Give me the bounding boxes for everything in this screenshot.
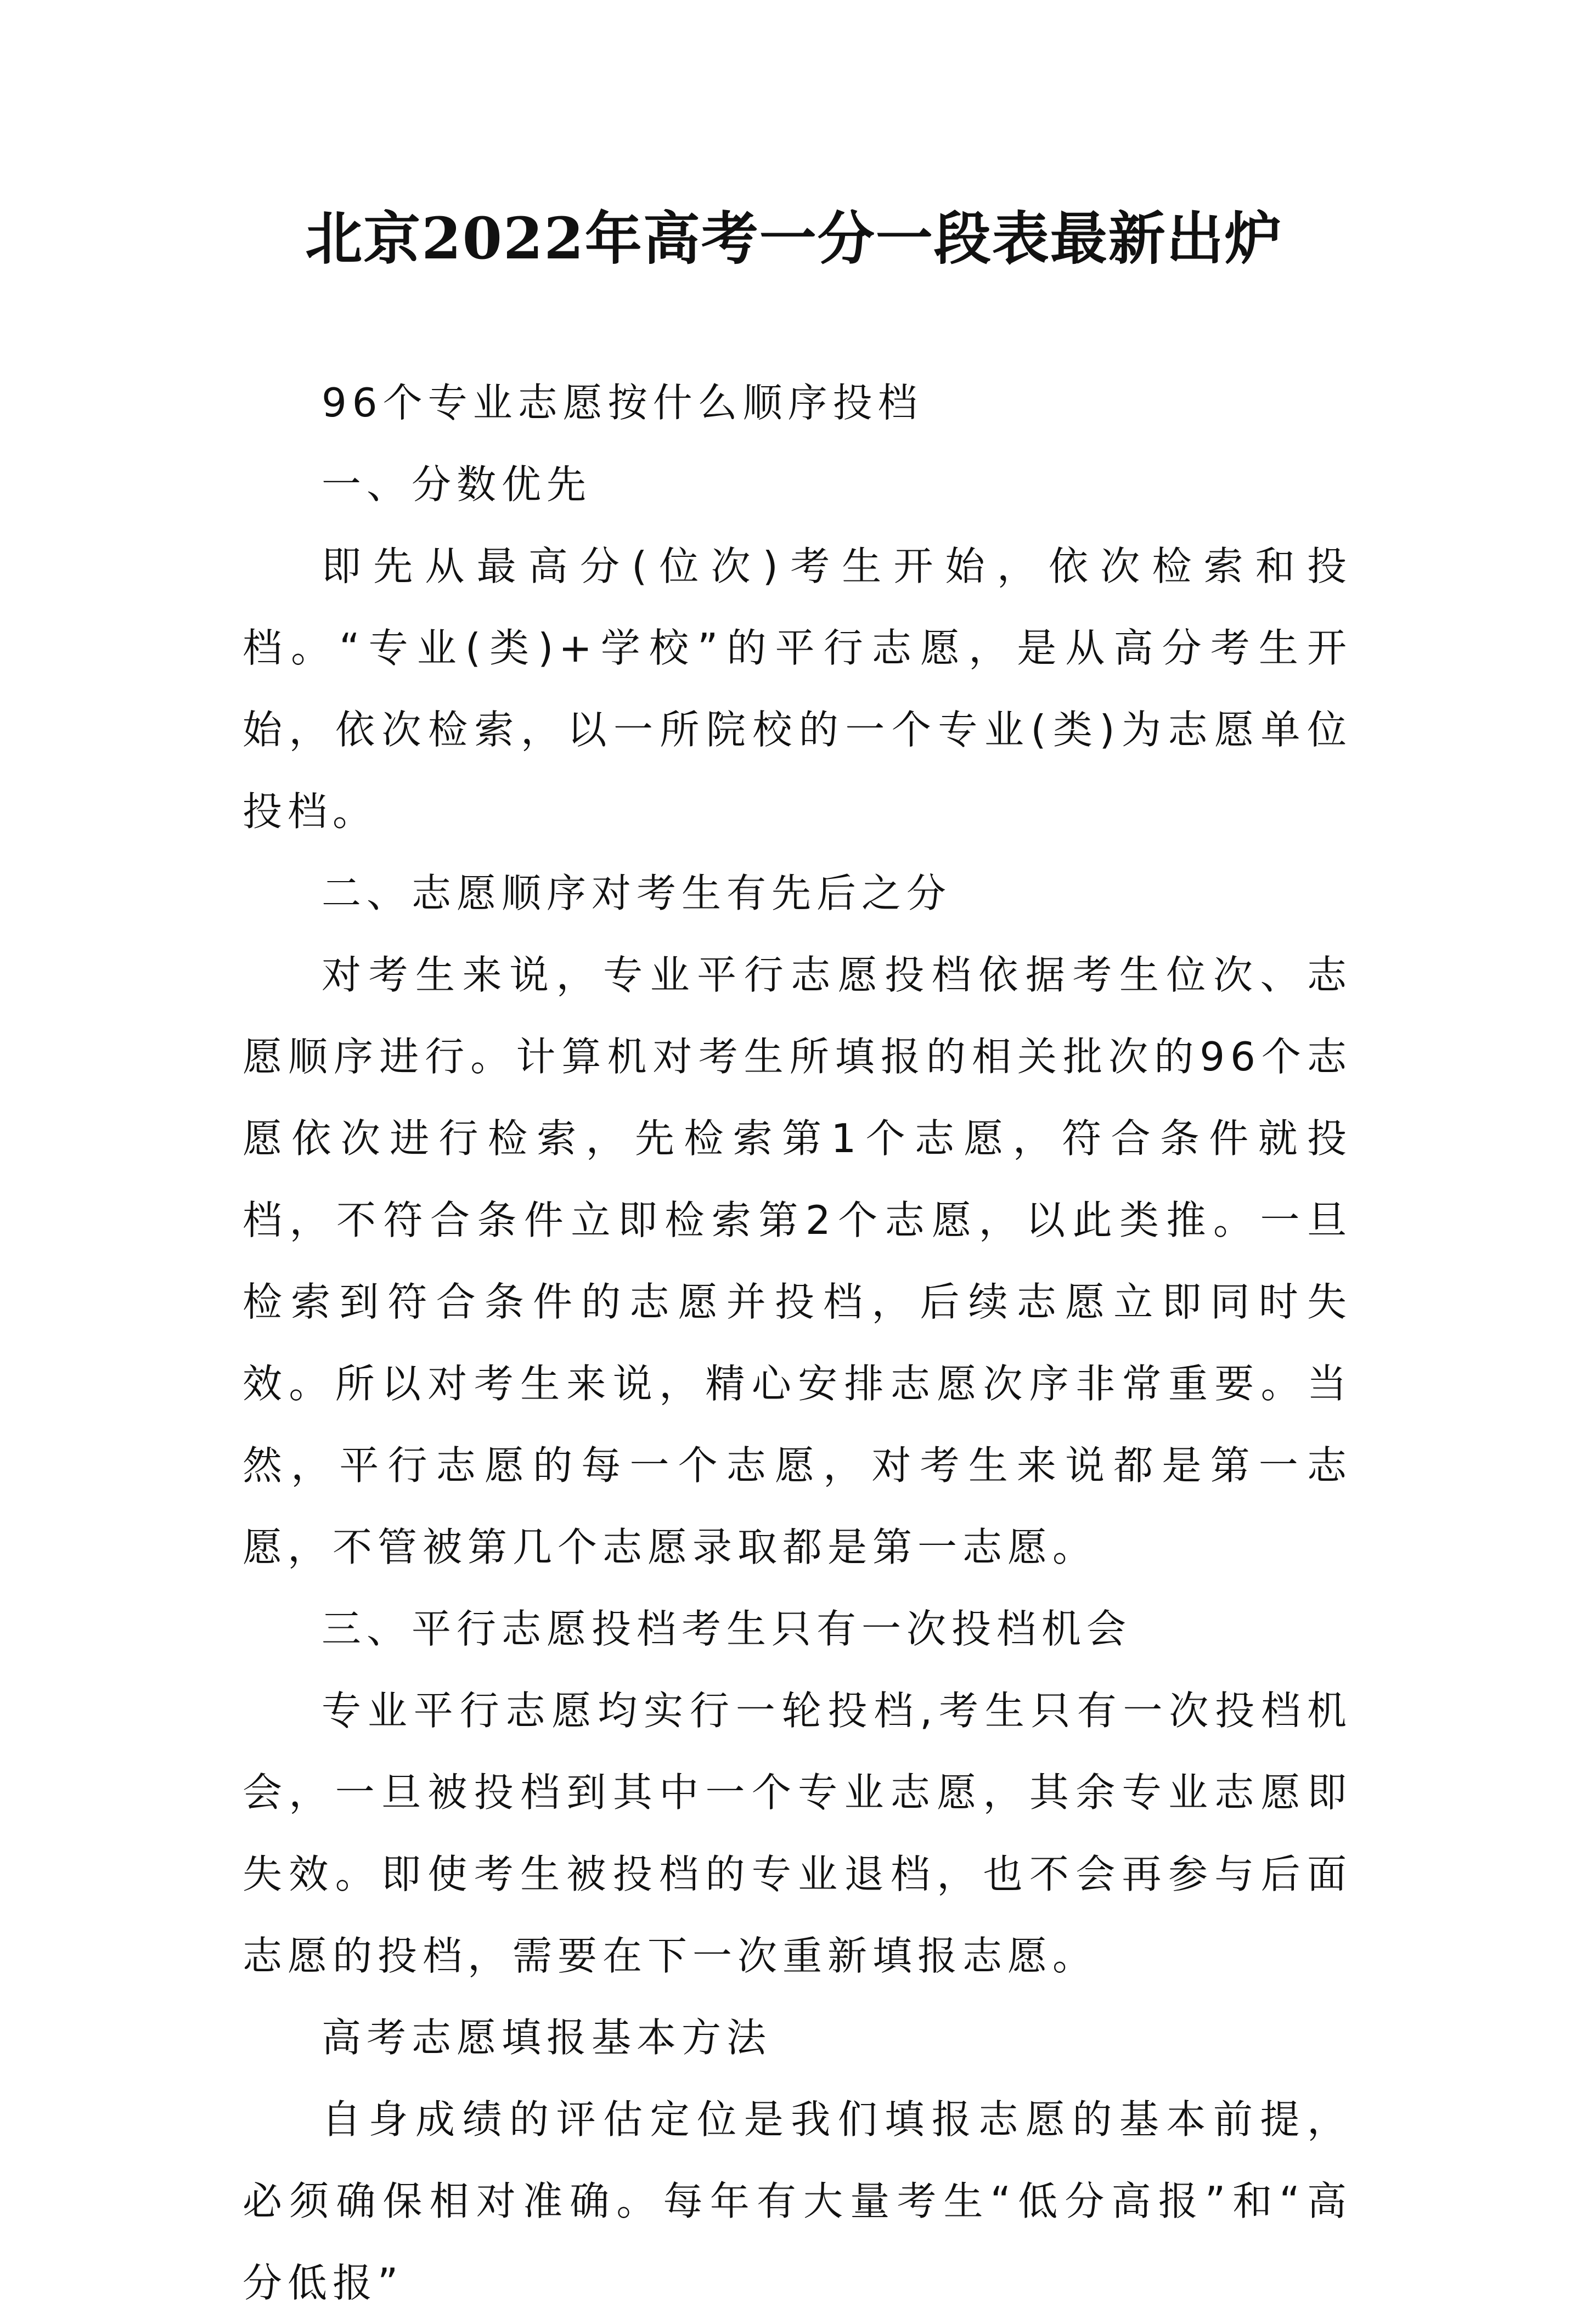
paragraph: 专业平行志愿均实行一轮投档,考生只有一次投档机会，一旦被投档到其中一个专业志愿，其余专业志愿即失效。即使考生被投档的专业退档，也不会再参与后面志愿的投档，需要在下一次重新填报志愿。 <box>243 1688 1352 1979</box>
paragraph: 对考生来说，专业平行志愿投档依据考生位次、志愿顺序进行。计算机对考生所填报的相关批次的96个志愿依次进行检索，先检索第1个志愿，符合条件就投档，不符合条件立即检索第2个志愿，以此类推。一旦检索到符合条件的志愿并投档，后续志愿立即同时失效。所以对考生来说，精心安排志愿次序非常重要。当然，平行志愿的每一个志愿，对考生来说都是第一志愿，不管被第几个志愿录取都是第一志愿。 <box>243 952 1352 1570</box>
section-heading: 一、分数优先 <box>322 461 592 507</box>
paragraph: 自身成绩的评估定位是我们填报志愿的基本前提，必须确保相对准确。每年有大量考生“低分高报”和“高分低报” <box>243 2096 1352 2306</box>
paragraph: 96个专业志愿按什么顺序投档 <box>322 380 923 426</box>
section-heading: 二、志愿顺序对考生有先后之分 <box>322 870 952 916</box>
document-body <box>243 362 1352 2324</box>
document-title: 北京2022年高考一分一段表最新出炉 <box>305 205 1283 272</box>
section-heading: 高考志愿填报基本方法 <box>322 2015 772 2061</box>
section-heading: 三、平行志愿投档考生只有一次投档机会 <box>322 1606 1132 1652</box>
paragraph: 即先从最高分(位次)考生开始，依次检索和投档。“专业(类)+学校”的平行志愿，是从高分考生开始，依次检索，以一所院校的一个专业(类)为志愿单位投档。 <box>243 543 1352 834</box>
